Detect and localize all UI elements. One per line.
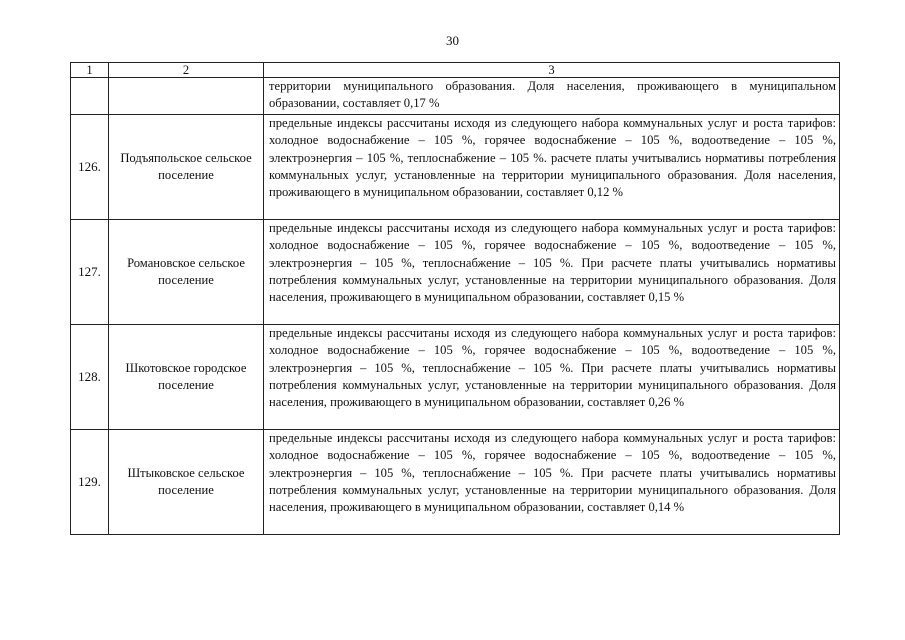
table-row-continuation: [71, 78, 840, 115]
page-number: 30: [446, 33, 459, 48]
table-row: [71, 325, 840, 430]
row-number: [71, 78, 109, 115]
tariff-description: предельные индексы рассчитаны исходя из следующего набора коммунальных услуг и роста тарифов: холодное водоснабжение – 105 %, горячее водоснабжение – 105 %, водоотведение – 105 %, электроэнергия – 105 %, теплоснабжение – 105 %. расчете платы учитывались нормативы потребления коммунальных услуг, установленные на территории муниципального образования. Доля населения, проживающего в муниципальном образовании, составляет 0,12 %: [264, 115, 840, 220]
tariff-description: территории муниципального образования. Доля населения, проживающего в муниципальном образовании, составляет 0,17 %: [264, 78, 840, 115]
municipality-name: [109, 78, 264, 115]
table-row: [71, 430, 840, 535]
row-number: 126.: [71, 115, 109, 220]
tariff-description: предельные индексы рассчитаны исходя из следующего набора коммунальных услуг и роста тарифов: холодное водоснабжение – 105 %, горячее водоснабжение – 105 %, водоотведение – 105 %, электроэнергия – 105 %, теплоснабжение – 105 %. При расчете платы учитывались нормативы потребления коммунальных услуг, установленные на территории муниципального образования. Доля населения, проживающего в муниципальном образовании, составляет 0,26 %: [264, 325, 840, 430]
table-row: [71, 115, 840, 220]
tariff-index-table: [70, 62, 840, 535]
row-number: 127.: [71, 220, 109, 325]
municipality-name: Подъяпольское сельское поселение: [109, 115, 264, 220]
row-number: 129.: [71, 430, 109, 535]
table-row: [71, 220, 840, 325]
municipality-name: Романовское сельское поселение: [109, 220, 264, 325]
column-header-3: 3: [264, 63, 840, 78]
row-number: 128.: [71, 325, 109, 430]
table-header-row: [71, 63, 840, 78]
municipality-name: Штыковское сельское поселение: [109, 430, 264, 535]
column-header-2: 2: [109, 63, 264, 78]
tariff-description: предельные индексы рассчитаны исходя из следующего набора коммунальных услуг и роста тарифов: холодное водоснабжение – 105 %, горячее водоснабжение – 105 %, водоотведение – 105 %, электроэнергия – 105 %, теплоснабжение – 105 %. При расчете платы учитывались нормативы потребления коммунальных услуг, установленные на территории муниципального образования. Доля населения, проживающего в муниципальном образовании, составляет 0,15 %: [264, 220, 840, 325]
municipality-name: Шкотовское городское поселение: [109, 325, 264, 430]
column-header-1: 1: [71, 63, 109, 78]
tariff-description: предельные индексы рассчитаны исходя из следующего набора коммунальных услуг и роста тарифов: холодное водоснабжение – 105 %, горячее водоснабжение – 105 %, водоотведение – 105 %, электроэнергия – 105 %, теплоснабжение – 105 %. При расчете платы учитывались нормативы потребления коммунальных услуг, установленные на территории муниципального образования. Доля населения, проживающего в муниципальном образовании, составляет 0,14 %: [264, 430, 840, 535]
